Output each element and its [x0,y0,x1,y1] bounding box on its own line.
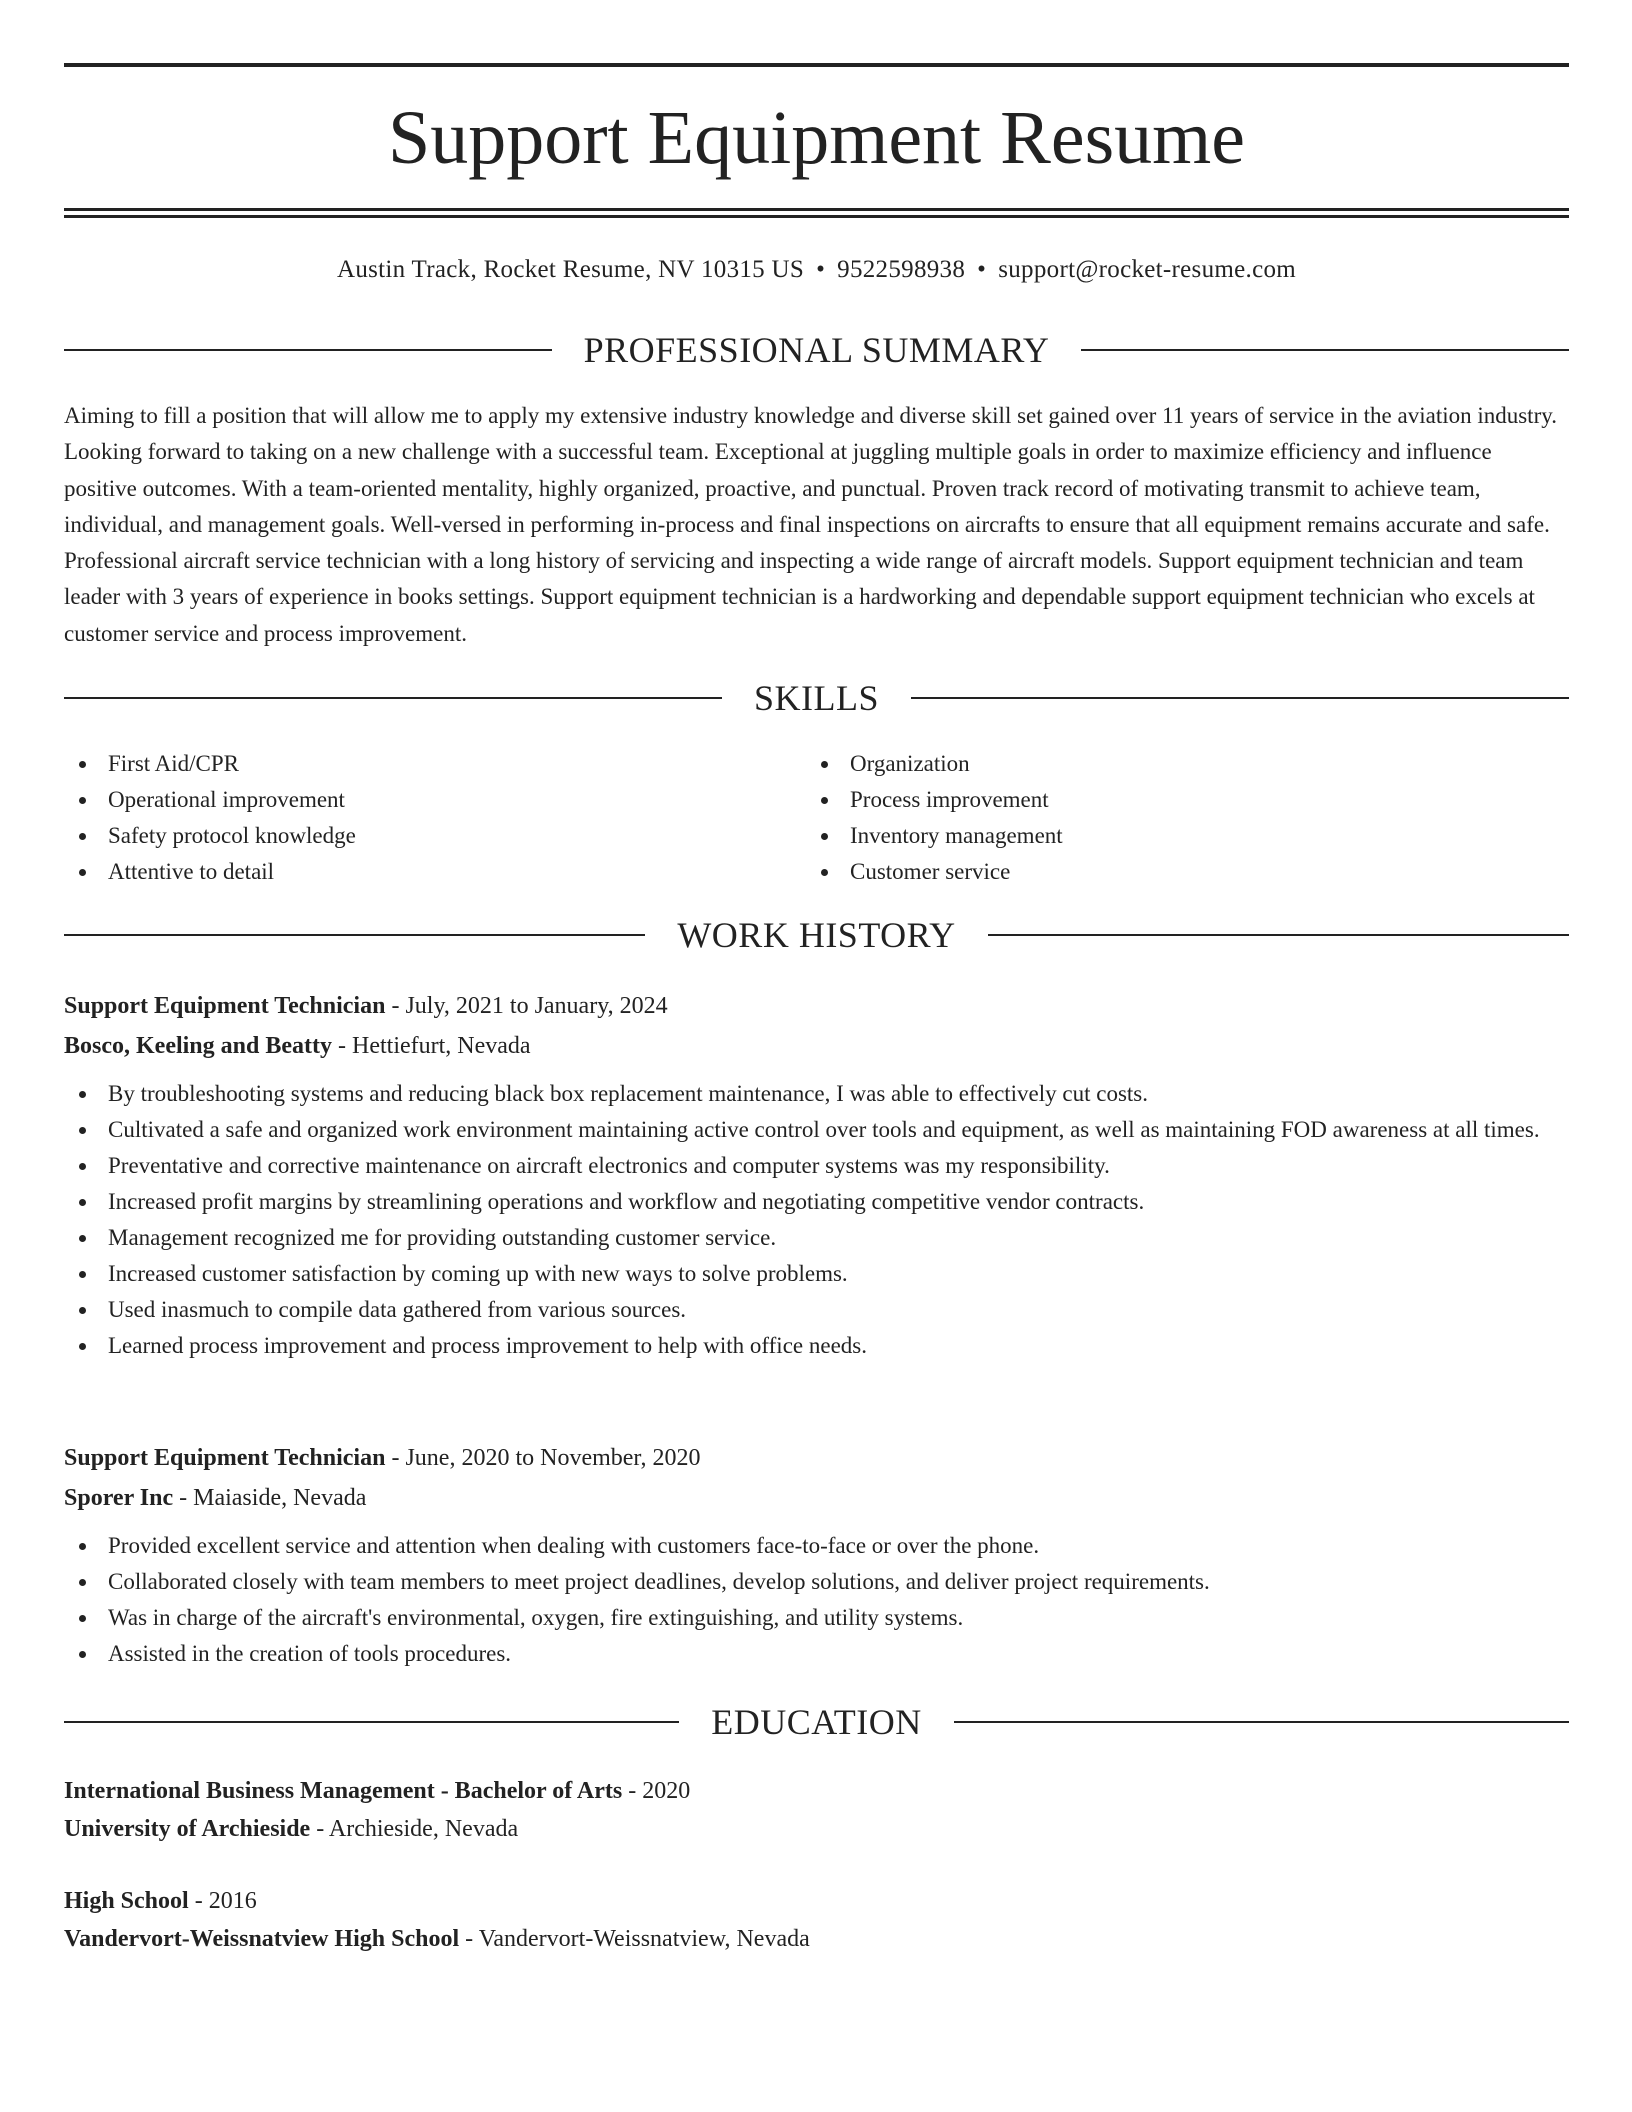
job-company-line [64,1026,1569,1066]
job-bullets [64,1528,1569,1672]
education-school-line [64,1920,1569,1958]
title-rule-upper [64,208,1569,211]
job-title: Support Equipment Technician [64,993,386,1019]
education-heading [64,1700,1569,1744]
education-school-line [64,1810,1569,1848]
education-degree: High School [64,1888,189,1914]
contact-phone: 9522598938 [837,256,966,283]
education-year: - 2020 [622,1778,691,1804]
contact-separator: • [816,256,826,283]
skill-item: Inventory management [806,818,1548,854]
summary-text: Aiming to fill a position that will allow me to apply my extensive industry knowledge and diverse skill set gained over 11 years of service in the aviation industry. Looking forward to taking on a new challenge with a successful team. Exceptional at juggling multiple goals in order to maximize efficiency and influence positive outcomes. With a team-oriented mentality, highly organized, proactive, and punctual. Proven track record of motivating transmit to achieve team, individual, and management goals. Well-versed in performing in-process and final inspections on aircrafts to ensure that all equipment remains accurate and safe. Professional aircraft service technician with a long history of servicing and inspecting a wide range of aircraft models. Support equipment technician and team leader with 3 years of experience in books settings. Support equipment technician is a hardworking and dependable support equipment technician who excels at customer service and process improvement. [64,403,1557,646]
summary-heading [64,328,1569,372]
job-location: - Hettiefurt, Nevada [332,1033,531,1059]
education-degree-line [64,1882,1569,1920]
work-heading-label: WORK HISTORY [677,915,956,955]
work-heading [64,913,1569,957]
heading-rule-left [64,349,552,351]
education-year: - 2016 [188,1888,257,1914]
job-bullet: Provided excellent service and attention when dealing with customers face-to-face or over the phone. [64,1528,1569,1564]
job-dates: - June, 2020 to November, 2020 [385,1445,701,1471]
job-company: Bosco, Keeling and Beatty [64,1033,332,1059]
summary-heading-label: PROFESSIONAL SUMMARY [583,330,1050,370]
job-bullet: Preventative and corrective maintenance on aircraft electronics and computer systems was my responsibility. [64,1148,1569,1184]
skill-item: Attentive to detail [64,854,806,890]
job-bullet: Management recognized me for providing outstanding customer service. [64,1220,1569,1256]
contact-separator: • [977,256,987,283]
education-degree-line [64,1772,1569,1810]
skills-heading [64,676,1569,720]
heading-rule-right [911,697,1569,699]
job-bullet: Used inasmuch to compile data gathered from various sources. [64,1292,1569,1328]
skill-item: Safety protocol knowledge [64,818,806,854]
top-rule [64,63,1569,67]
job-dates: - July, 2021 to January, 2024 [385,993,668,1019]
job-entry [64,986,1569,1364]
job-bullet: Increased customer satisfaction by coming up with new ways to solve problems. [64,1256,1569,1292]
education-school: University of Archieside [64,1816,311,1842]
education-degree: International Business Management - Bachelor of Arts [64,1778,623,1804]
page-title: Support Equipment Resume [387,96,1246,180]
job-location: - Maiaside, Nevada [173,1485,367,1511]
education-heading-label: EDUCATION [711,1702,922,1742]
contact-email: support@rocket-resume.com [998,256,1297,283]
skill-item: Customer service [806,854,1548,890]
job-title-line [64,1438,1569,1478]
job-bullet: Increased profit margins by streamlining operations and workflow and negotiating competitive vendor contracts. [64,1184,1569,1220]
job-bullets [64,1076,1569,1364]
job-bullet: Assisted in the creation of tools procedures. [64,1636,1569,1672]
skills-column-right [806,746,1548,890]
heading-rule-left [64,934,645,936]
job-bullet: Learned process improvement and process improvement to help with office needs. [64,1328,1569,1364]
job-entry [64,1438,1569,1672]
job-bullet: Was in charge of the aircraft's environmental, oxygen, fire extinguishing, and utility systems. [64,1600,1569,1636]
skills-column-left [64,746,806,890]
heading-rule-right [1081,349,1569,351]
contact-line [64,252,1569,288]
skill-item: Organization [806,746,1548,782]
title-rule-lower [64,215,1569,218]
skills-list [64,746,1569,890]
heading-rule-right [954,1721,1569,1723]
job-title-line [64,986,1569,1026]
skill-item: Operational improvement [64,782,806,818]
job-company: Sporer Inc [64,1485,174,1511]
heading-rule-right [988,934,1569,936]
education-school: Vandervort-Weissnatview High School [64,1926,460,1952]
skill-item: First Aid/CPR [64,746,806,782]
education-location: - Archieside, Nevada [310,1816,519,1842]
education-entry [64,1772,1569,1848]
heading-rule-left [64,1721,679,1723]
contact-address: Austin Track, Rocket Resume, NV 10315 US [336,256,805,283]
job-bullet: By troubleshooting systems and reducing black box replacement maintenance, I was able to effectively cut costs. [64,1076,1569,1112]
skill-item: Process improvement [806,782,1548,818]
job-company-line [64,1478,1569,1518]
job-bullet: Collaborated closely with team members to meet project deadlines, develop solutions, and deliver project requirements. [64,1564,1569,1600]
job-bullet: Cultivated a safe and organized work environment maintaining active control over tools and equipment, as well as maintaining FOD awareness at all times. [64,1112,1569,1148]
heading-rule-left [64,697,722,699]
job-title: Support Equipment Technician [64,1445,386,1471]
skills-heading-label: SKILLS [754,678,880,718]
education-entry [64,1882,1569,1958]
education-location: - Vandervort-Weissnatview, Nevada [459,1926,810,1952]
